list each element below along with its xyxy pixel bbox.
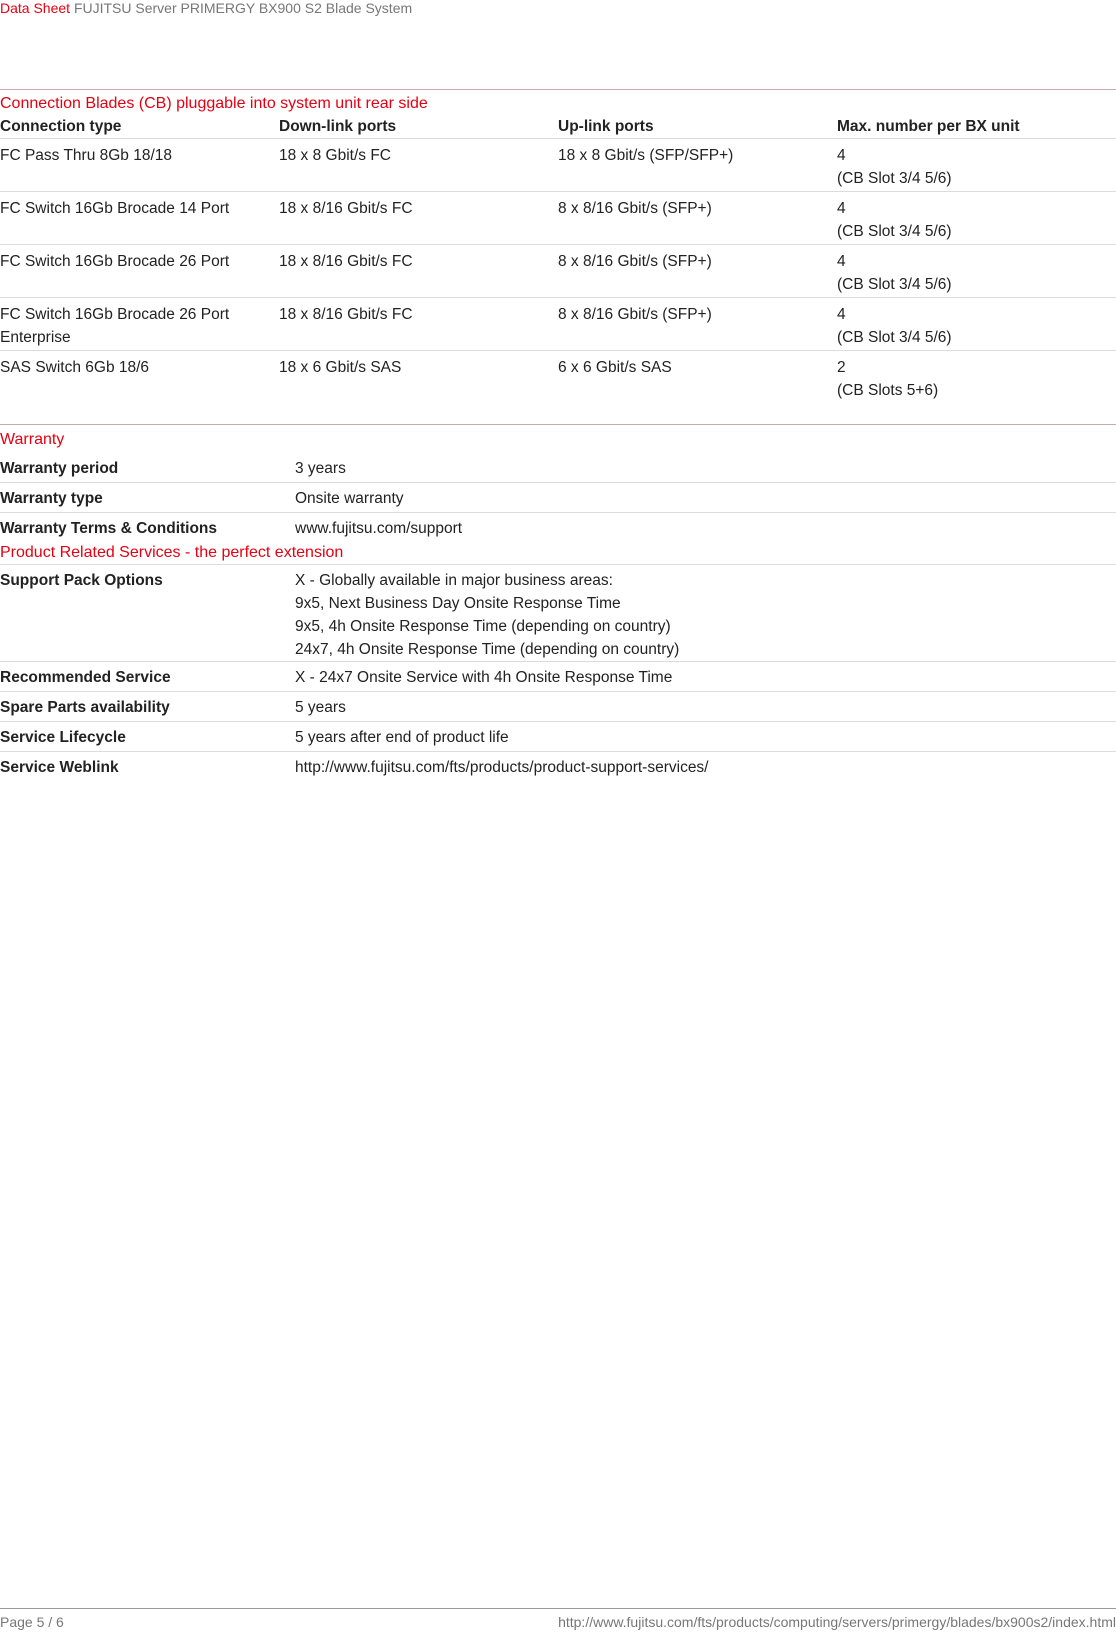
cell-downlink: 18 x 8/16 Gbit/s FC [279,306,413,323]
cell-uplink: 8 x 8/16 Gbit/s (SFP+) [558,253,712,270]
header-label: Data Sheet [0,0,71,16]
cell-downlink: 18 x 6 Gbit/s SAS [279,359,402,376]
column-header: Down-link ports [279,118,397,135]
cell-max-slots: (CB Slot 3/4 5/6) [837,329,952,346]
table-row [0,192,1116,245]
cell-max: 4 [837,200,846,217]
section-title: Product Related Services - the perfect extension [0,542,1116,565]
warranty-section [0,424,1116,781]
cell-type-line2: Enterprise [0,329,71,346]
row-value: Onsite warranty [295,490,404,507]
row-label: Spare Parts availability [0,699,170,716]
cell-max-slots: (CB Slot 3/4 5/6) [837,276,952,293]
row-value: www.fujitsu.com/support [295,520,463,537]
column-header: Connection type [0,118,122,135]
cell-uplink: 6 x 6 Gbit/s SAS [558,359,672,376]
warranty-terms-row [0,513,1116,542]
table-row [0,139,1116,192]
row-value: 5 years after end of product life [295,729,509,746]
warranty-type-row [0,483,1116,513]
cell-type: FC Switch 16Gb Brocade 26 Port [0,306,230,323]
row-label: Service Lifecycle [0,729,126,746]
service-lifecycle-row [0,722,1116,752]
column-header: Up-link ports [558,118,654,135]
cell-max: 4 [837,306,846,323]
support-line: 9x5, Next Business Day Onsite Response Time [295,595,621,612]
cell-max: 2 [837,359,846,376]
cell-max: 4 [837,147,846,164]
header-title: FUJITSU Server PRIMERGY BX900 S2 Blade System [73,0,413,16]
table-row [0,245,1116,298]
support-pack-row [0,565,1116,662]
footer-url[interactable]: http://www.fujitsu.com/fts/products/computing/servers/primergy/blades/bx900s2/index.html [558,1614,1116,1630]
cell-type: SAS Switch 6Gb 18/6 [0,359,150,376]
support-line: X - Globally available in major business areas: [295,572,613,589]
table-row [0,298,1116,351]
connection-blades-section [0,89,1116,425]
support-line: 9x5, 4h Onsite Response Time (depending on country) [295,618,671,635]
cell-max-slots: (CB Slots 5+6) [837,382,939,399]
service-weblink-row [0,752,1116,781]
cell-max-slots: (CB Slot 3/4 5/6) [837,170,952,187]
column-header: Max. number per BX unit [837,118,1020,135]
cell-uplink: 8 x 8/16 Gbit/s (SFP+) [558,200,712,217]
spare-parts-row [0,692,1116,722]
table-header [0,114,1116,139]
cell-downlink: 18 x 8/16 Gbit/s FC [279,200,413,217]
row-label: Service Weblink [0,759,119,776]
support-line: 24x7, 4h Onsite Response Time (depending on country) [295,641,680,658]
cell-max: 4 [837,253,846,270]
cell-uplink: 8 x 8/16 Gbit/s (SFP+) [558,306,712,323]
page-number: Page 5 / 6 [0,1614,64,1630]
recommended-service-row [0,662,1116,692]
page-header [0,0,412,16]
cell-type: FC Pass Thru 8Gb 18/18 [0,147,173,164]
row-label: Warranty type [0,490,103,507]
section-title: Warranty [0,431,65,448]
service-weblink[interactable]: http://www.fujitsu.com/fts/products/product-support-services/ [295,759,709,776]
row-value: X - 24x7 Onsite Service with 4h Onsite Response Time [295,669,673,686]
cell-downlink: 18 x 8 Gbit/s FC [279,147,391,164]
row-value: 3 years [295,460,346,477]
cell-uplink: 18 x 8 Gbit/s (SFP/SFP+) [558,147,734,164]
row-label: Recommended Service [0,669,171,686]
cell-type: FC Switch 16Gb Brocade 14 Port [0,200,230,217]
row-label: Warranty period [0,460,119,477]
cell-type: FC Switch 16Gb Brocade 26 Port [0,253,230,270]
table-row [0,351,1116,425]
cell-max-slots: (CB Slot 3/4 5/6) [837,223,952,240]
cell-downlink: 18 x 8/16 Gbit/s FC [279,253,413,270]
row-label: Warranty Terms & Conditions [0,520,218,537]
page-footer [0,1608,1116,1630]
row-label: Support Pack Options [0,572,163,589]
section-title: Connection Blades (CB) pluggable into system unit rear side [0,95,428,112]
row-value: 5 years [295,699,346,716]
warranty-period-row [0,453,1116,483]
